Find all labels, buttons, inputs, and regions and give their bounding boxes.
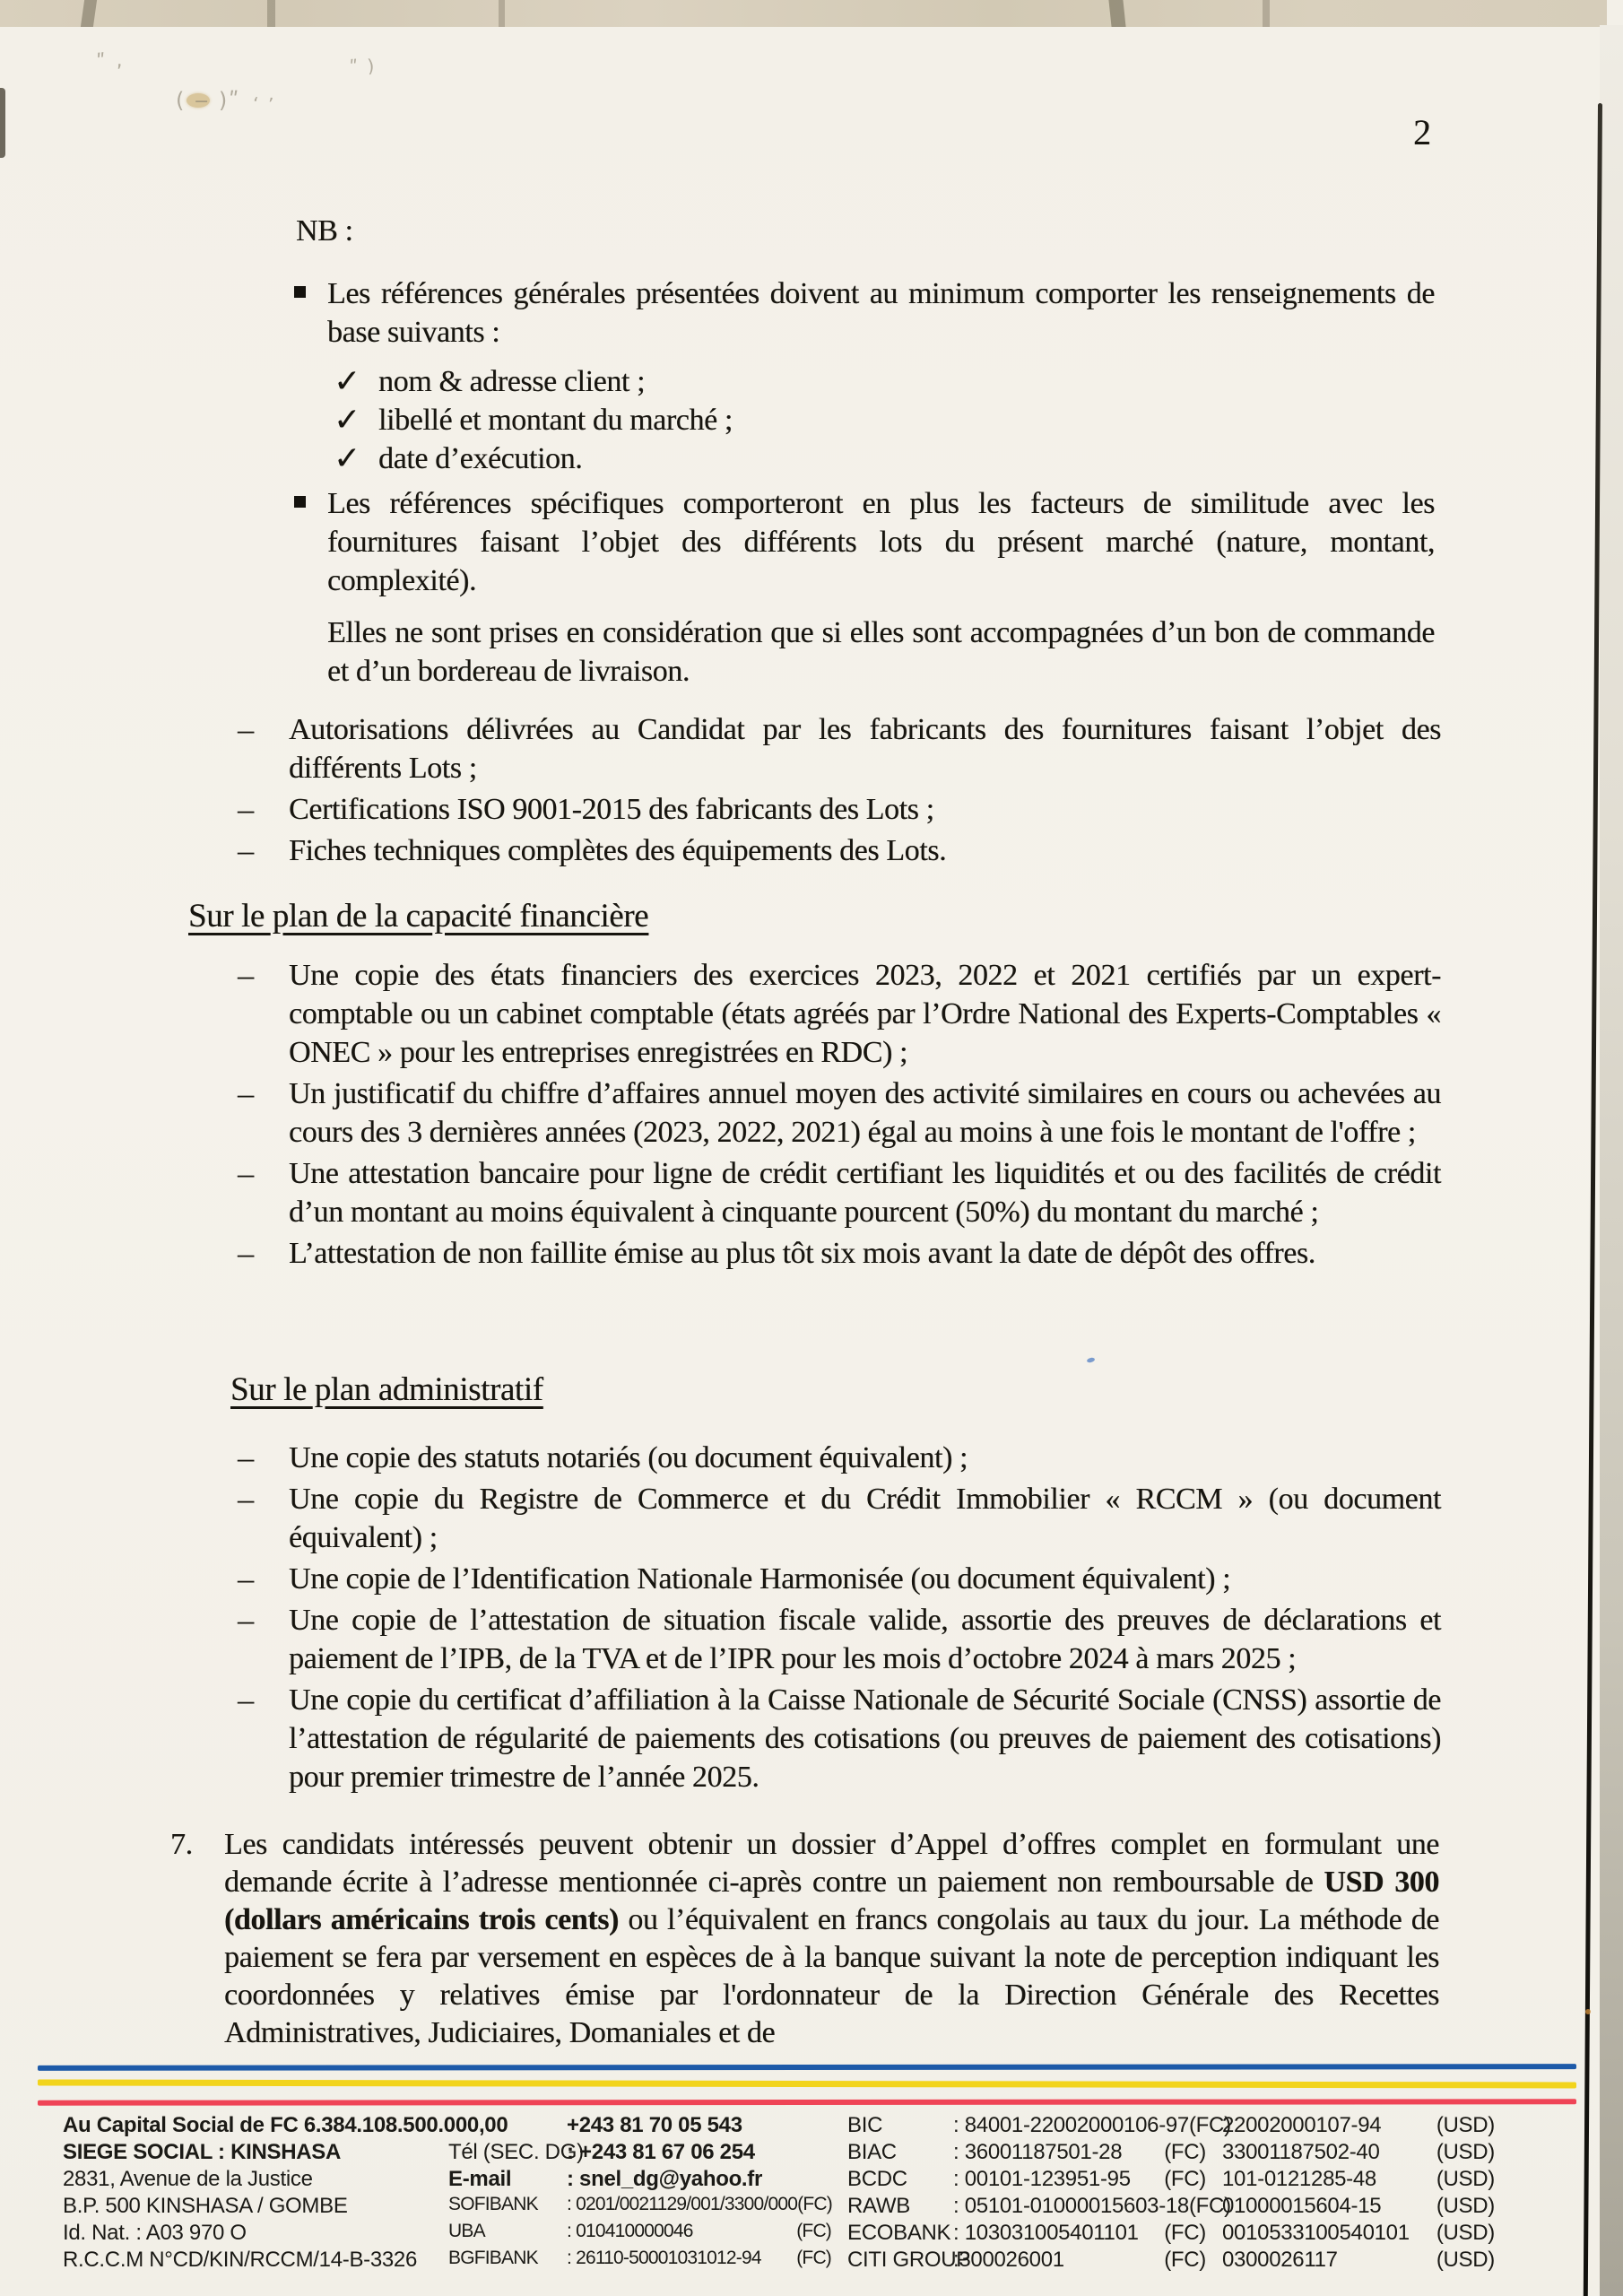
scan-left-edge bbox=[0, 88, 5, 158]
bank-name: SOFIBANK bbox=[448, 2194, 538, 2214]
currency-fc-label: (FC) bbox=[1164, 2167, 1206, 2191]
bank-name: BCDC bbox=[847, 2167, 907, 2191]
footer-bank-usd bbox=[1222, 2113, 1565, 2140]
list-item bbox=[238, 1154, 1441, 1231]
pen-mark-artifact: ʺ ) bbox=[349, 55, 378, 78]
footer-contact-row bbox=[448, 2167, 847, 2194]
currency-usd-label: (USD) bbox=[1436, 2113, 1495, 2137]
list-item-text: Une copie de l’Identification Nationale Harmonisée (ou document équivalent) ; bbox=[289, 1562, 1231, 1596]
dash-bullet-icon: – bbox=[238, 1602, 254, 1638]
bank-account-usd: 01000015604-15 bbox=[1222, 2194, 1382, 2218]
square-bullet-icon bbox=[294, 496, 306, 508]
list-item bbox=[238, 1480, 1441, 1557]
currency-usd-label: (USD) bbox=[1436, 2248, 1495, 2272]
currency-fc-label: (FC) bbox=[1164, 2221, 1206, 2245]
list-item-text: date d’exécution. bbox=[378, 442, 583, 475]
footer-address: 2831, Avenue de la Justice bbox=[63, 2167, 313, 2191]
checkmark-icon: ✓ bbox=[334, 440, 360, 476]
bank-account-usd: 101-0121285-48 bbox=[1222, 2167, 1376, 2191]
pen-mark-artifact: ʺ , bbox=[95, 48, 126, 74]
list-item bbox=[238, 1601, 1441, 1678]
list-item bbox=[238, 710, 1441, 787]
financial-list bbox=[238, 956, 1441, 1275]
note-paragraph: Elles ne sont prises en considération que si elles sont accompagnées d’un bon de commande et d’un bordereau de livraison. bbox=[327, 616, 1435, 688]
footer-bank-fc bbox=[847, 2140, 1222, 2167]
bank-name: RAWB bbox=[847, 2194, 910, 2218]
footer-bank-fc bbox=[847, 2221, 1222, 2248]
list-item bbox=[238, 1234, 1441, 1273]
footer-siege-social: SIEGE SOCIAL : KINSHASA bbox=[63, 2140, 342, 2164]
scan-streak bbox=[267, 0, 275, 27]
list-item bbox=[334, 401, 1428, 439]
currency-usd-label: (USD) bbox=[1436, 2194, 1495, 2218]
paragraph-text: Les références spécifiques comporteront en plus les facteurs de similitude avec les fournitures faisant l’objet des différents lots du présent marché (nature, montant, complexité). bbox=[327, 487, 1435, 597]
footer-bank-usd bbox=[1222, 2167, 1565, 2194]
bank-name: ECOBANK bbox=[847, 2221, 951, 2245]
bank-account-usd: 33001187502-40 bbox=[1222, 2140, 1380, 2164]
section-heading-financial: Sur le plan de la capacité financière bbox=[188, 898, 649, 935]
scan-top-edge bbox=[0, 0, 1607, 27]
footer-bank-fc bbox=[847, 2167, 1222, 2194]
dash-bullet-icon: – bbox=[238, 1682, 254, 1718]
stripe-red bbox=[38, 2099, 1576, 2105]
currency-usd-label: (USD) bbox=[1436, 2140, 1495, 2164]
list-item-text: nom & adresse client ; bbox=[378, 365, 646, 398]
bank-account-fc: :300026001 bbox=[953, 2248, 1064, 2272]
dash-bullet-icon: – bbox=[238, 1481, 254, 1517]
list-item-text: Une copie des états financiers des exercices 2023, 2022 et 2021 certifiés par un expert-comptable ou un cabinet comptable (états agréés par l’Ordre National des Experts-Comptables « ONEC » pour les entreprises enregistrées en RDC) ; bbox=[289, 959, 1441, 1069]
bank-account-fc: : 0201/0021129/001/3300/000 bbox=[567, 2194, 798, 2214]
bank-name: BIC bbox=[847, 2113, 883, 2137]
list-item-text: Certifications ISO 9001-2015 des fabricants des Lots ; bbox=[289, 793, 934, 826]
currency-fc-label: (FC) bbox=[1164, 2140, 1206, 2164]
ink-speck bbox=[1585, 2009, 1591, 2014]
list-item-text: Une attestation bancaire pour ligne de crédit certifiant les liquidités et ou des facilités de crédit d’un montant au moins équivalent à cinquante pourcent (50%) du montant du marché ; bbox=[289, 1157, 1441, 1229]
list-item-text: libellé et montant du marché ; bbox=[378, 404, 733, 437]
bank-name: UBA bbox=[448, 2221, 485, 2241]
dash-bullet-icon: – bbox=[238, 1561, 254, 1596]
currency-usd-label: (USD) bbox=[1436, 2221, 1495, 2245]
dash-list bbox=[238, 710, 1441, 873]
bank-account-fc: : 00101-123951-95 bbox=[953, 2167, 1131, 2191]
paragraph-text: Les références générales présentées doivent au minimum comporter les renseignements de base suivants : bbox=[327, 277, 1435, 349]
footer-id-nat: Id. Nat. : A03 970 O bbox=[63, 2221, 247, 2245]
footer-bank-fc bbox=[448, 2248, 847, 2274]
bullet-paragraph bbox=[294, 484, 1435, 600]
list-item-text: Une copie de l’attestation de situation fiscale valide, assortie des preuves de déclarations et paiement de l’IPB, de la TVA et de l’IPR pour les mois d’octobre 2024 à mars 2025 ; bbox=[289, 1604, 1441, 1675]
scan-streak bbox=[1263, 0, 1270, 27]
list-item bbox=[238, 1074, 1441, 1152]
currency-fc-label: (FC) bbox=[796, 2248, 831, 2268]
currency-fc-label: (FC) bbox=[1188, 2194, 1231, 2218]
check-list bbox=[334, 362, 1428, 478]
dash-bullet-icon: – bbox=[238, 1075, 254, 1111]
footer-bank-fc bbox=[448, 2221, 847, 2248]
list-item-text: Autorisations délivrées au Candidat par les fabricants des fournitures faisant l’objet des différents Lots ; bbox=[289, 713, 1441, 785]
bank-account-usd: 0300026117 bbox=[1222, 2248, 1338, 2272]
footer-bp: B.P. 500 KINSHASA / GOMBE bbox=[63, 2194, 348, 2218]
list-item bbox=[238, 956, 1441, 1072]
stripe-yellow bbox=[38, 2080, 1576, 2089]
list-item-text: L’attestation de non faillite émise au plus tôt six mois avant la date de dépôt des offres. bbox=[289, 1237, 1315, 1270]
dash-bullet-icon: – bbox=[238, 711, 254, 747]
bank-name: CITI GROUP bbox=[847, 2248, 971, 2272]
dash-bullet-icon: – bbox=[238, 1155, 254, 1191]
nb-label: NB : bbox=[296, 214, 353, 248]
pen-mark-artifact: ( ‒ )ʺ bbox=[176, 88, 241, 113]
bank-account-fc: : 26110-50001031012-94 bbox=[567, 2248, 761, 2268]
pen-mark-artifact: ʻ ʼ bbox=[252, 92, 276, 116]
footer-contact-row bbox=[448, 2113, 847, 2140]
footer-bank-fc bbox=[847, 2113, 1231, 2140]
footer-bank-usd bbox=[1222, 2140, 1565, 2167]
scan-streak bbox=[1108, 0, 1125, 27]
currency-usd-label: (USD) bbox=[1436, 2167, 1495, 2191]
list-item-text: Une copie du certificat d’affiliation à la Caisse Nationale de Sécurité Sociale (CNSS) assortie de l’attestation de régularité de paiements des cotisations (ou preuves de paiement des cotisations) pour premier trimestre de l’année 2025. bbox=[289, 1683, 1441, 1794]
paragraph-text: Les candidats intéressés peuvent obtenir un dossier d’Appel d’offres complet en formulant une demande écrite à l’adresse mentionnée ci-après contre un paiement non remboursable de bbox=[224, 1828, 1439, 1899]
footer-phone: : +243 81 67 06 254 bbox=[567, 2140, 755, 2164]
section-heading-administrative: Sur le plan administratif bbox=[230, 1371, 543, 1408]
bank-account-usd: 0010533100540101 bbox=[1222, 2221, 1410, 2245]
list-item bbox=[238, 1560, 1441, 1598]
bank-account-fc: : 84001-22002000106-97 bbox=[953, 2113, 1189, 2137]
bank-account-fc: : 36001187501-28 bbox=[953, 2140, 1123, 2164]
footer-bank-fc bbox=[847, 2194, 1231, 2221]
bank-account-usd: 22002000107-94 bbox=[1222, 2113, 1382, 2137]
list-item bbox=[238, 790, 1441, 829]
administrative-list bbox=[238, 1439, 1441, 1799]
footer-bank-usd bbox=[1222, 2221, 1565, 2248]
footer-bank-usd bbox=[1222, 2248, 1565, 2274]
list-item-text: Une copie des statuts notariés (ou document équivalent) ; bbox=[289, 1441, 968, 1474]
list-item bbox=[334, 362, 1428, 401]
bank-account-fc: : 103031005401101 bbox=[953, 2221, 1139, 2245]
paragraph-text: ou l’équivalent en francs congolais au taux du jour. La méthode de paiement se fera par versement en espèces de à la banque suivant la note de perception indiquant les coordonnées y relatives émise par l'ordonnateur de la Direction Générale des Recettes Administratives, Judiciaires, Domaniales et de bbox=[224, 1903, 1439, 2049]
list-item-text: Un justificatif du chiffre d’affaires annuel moyen des activité similaires en cours ou achevées au cours des 3 dernières années (2023, 2022, 2021) égal au moins à une fois le montant de l'offre ; bbox=[289, 1077, 1441, 1149]
footer-bank-fc bbox=[847, 2248, 1222, 2274]
footer-capital: Au Capital Social de FC 6.384.108.500.000,00 bbox=[63, 2113, 508, 2137]
currency-fc-label: (FC) bbox=[1188, 2113, 1231, 2137]
bullet-paragraph bbox=[294, 274, 1435, 352]
footer-rccm: R.C.C.M N°CD/KIN/RCCM/14-B-3326 bbox=[63, 2248, 418, 2272]
bank-name: BIAC bbox=[847, 2140, 897, 2164]
dash-bullet-icon: – bbox=[238, 1439, 254, 1475]
page-number: 2 bbox=[1413, 112, 1431, 152]
dash-bullet-icon: – bbox=[238, 832, 254, 868]
paragraph-text-bold: USD 300 (dollars américains trois cents) bbox=[224, 1866, 1440, 1936]
footer-email-label: E-mail bbox=[448, 2167, 512, 2191]
list-item bbox=[238, 1439, 1441, 1477]
scan-streak bbox=[81, 0, 97, 27]
footer-phone: +243 81 70 05 543 bbox=[567, 2113, 742, 2137]
list-item-text: Fiches techniques complètes des équipements des Lots. bbox=[289, 834, 947, 867]
currency-fc-label: (FC) bbox=[796, 2221, 831, 2241]
scan-streak bbox=[499, 0, 505, 27]
numbered-paragraph-7 bbox=[170, 1826, 1439, 2052]
paragraph-number: 7. bbox=[170, 1828, 193, 1861]
bank-account-fc: : 05101-01000015603-18 bbox=[953, 2194, 1189, 2218]
footer-contact-label: Tél (SEC. DG) bbox=[448, 2140, 584, 2164]
list-item-text: Une copie du Registre de Commerce et du Crédit Immobilier « RCCM » (ou document équivalent) ; bbox=[289, 1483, 1441, 1554]
square-bullet-icon bbox=[294, 286, 306, 298]
list-item bbox=[238, 1681, 1441, 1796]
dash-bullet-icon: – bbox=[238, 1235, 254, 1271]
dash-bullet-icon: – bbox=[238, 791, 254, 827]
bank-account-fc: : 010410000046 bbox=[567, 2221, 693, 2241]
dash-bullet-icon: – bbox=[238, 957, 254, 993]
checkmark-icon: ✓ bbox=[334, 363, 360, 399]
list-item bbox=[238, 831, 1441, 870]
checkmark-icon: ✓ bbox=[334, 402, 360, 438]
bank-name: BGFIBANK bbox=[448, 2248, 538, 2268]
letterhead-footer bbox=[63, 2113, 1565, 2274]
currency-fc-label: (FC) bbox=[797, 2194, 832, 2214]
scan-right-margin bbox=[1600, 25, 1623, 2296]
stripe-blue bbox=[38, 2064, 1576, 2071]
footer-contact-row bbox=[448, 2140, 847, 2167]
footer-email: : snel_dg@yahoo.fr bbox=[567, 2167, 763, 2191]
currency-fc-label: (FC) bbox=[1164, 2248, 1206, 2272]
footer-bank-fc bbox=[448, 2194, 847, 2221]
footer-bank-usd bbox=[1222, 2194, 1565, 2221]
ink-speck bbox=[1087, 1357, 1096, 1363]
list-item bbox=[334, 439, 1428, 478]
